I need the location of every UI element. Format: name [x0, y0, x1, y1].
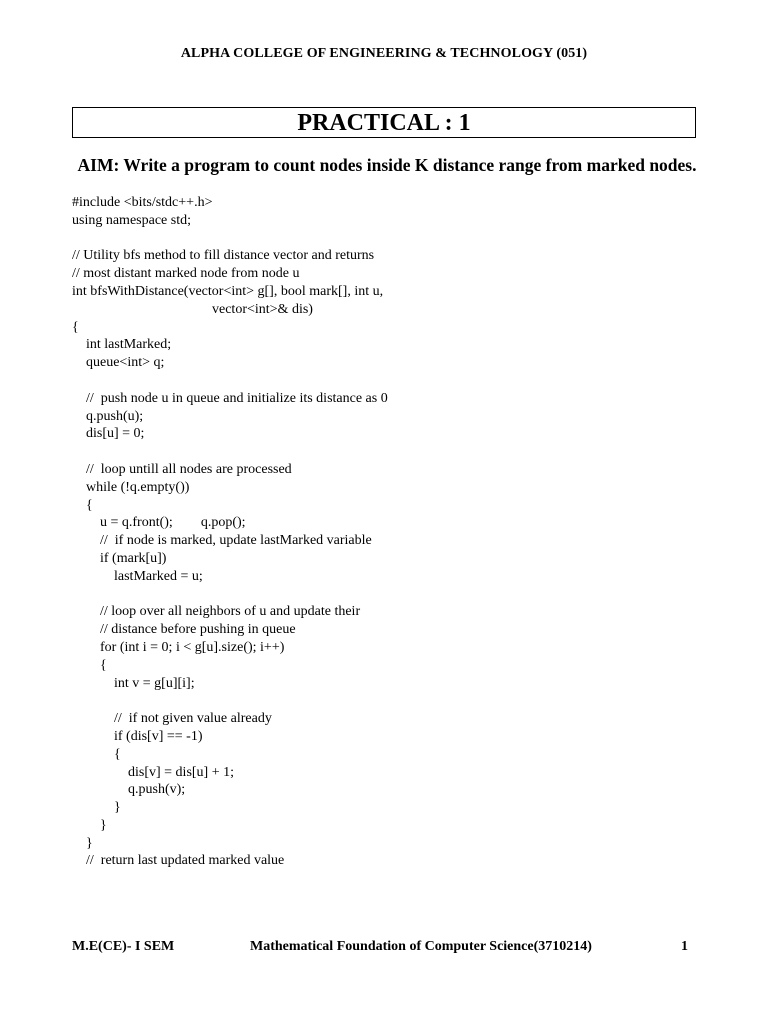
code-line: int lastMarked;	[72, 337, 172, 353]
code-line: {	[72, 319, 79, 335]
code-line: dis[v] = dis[u] + 1;	[72, 764, 235, 780]
code-line: // return last updated marked value	[72, 853, 285, 869]
code-line: for (int i = 0; i < g[u].size(); i++)	[72, 639, 285, 655]
footer-subject: Mathematical Foundation of Computer Science(3710214)	[250, 939, 592, 954]
code-line	[72, 692, 712, 710]
code-line: // if not given value already	[72, 711, 272, 727]
code-line: int bfsWithDistance(vector<int> g[], bool mark[], int u,	[72, 283, 384, 299]
code-line: }	[72, 800, 121, 816]
code-line: // loop over all neighbors of u and update their	[72, 604, 361, 620]
code-line: int v = g[u][i];	[72, 675, 195, 691]
code-line: #include <bits/stdc++.h>	[72, 195, 213, 210]
code-line: // push node u in queue and initialize its distance as 0	[72, 390, 388, 406]
code-line	[72, 230, 712, 248]
code-line: // distance before pushing in queue	[72, 622, 296, 638]
code-line: if (dis[v] == -1)	[72, 728, 203, 744]
code-line: vector<int>& dis)	[72, 301, 313, 317]
code-line: q.push(v);	[72, 782, 186, 798]
code-line: queue<int> q;	[72, 355, 165, 371]
code-line: if (mark[u])	[72, 550, 167, 566]
code-line: dis[u] = 0;	[72, 426, 145, 442]
page-footer	[72, 939, 688, 959]
code-line: }	[72, 817, 107, 833]
code-line: lastMarked = u;	[72, 568, 203, 584]
college-header: ALPHA COLLEGE OF ENGINEERING & TECHNOLOGY (051)	[180, 46, 588, 61]
code-line: using namespace std;	[72, 212, 191, 228]
code-line: {	[72, 746, 121, 762]
code-line	[72, 372, 712, 390]
code-line: }	[72, 835, 93, 851]
code-line: u = q.front(); q.pop();	[72, 515, 246, 531]
code-line: // most distant marked node from node u	[72, 266, 300, 282]
code-line	[72, 586, 712, 604]
code-line: // if node is marked, update lastMarked variable	[72, 533, 372, 549]
code-block	[72, 194, 712, 870]
aim-heading: AIM: Write a program to count nodes inside K distance range from marked nodes.	[77, 155, 697, 175]
code-line	[72, 443, 712, 461]
practical-title-box: PRACTICAL : 1	[72, 107, 696, 138]
code-line: {	[72, 657, 107, 673]
footer-page-number: 1	[681, 939, 688, 954]
code-line: // Utility bfs method to fill distance vector and returns	[72, 248, 375, 264]
code-line: // loop untill all nodes are processed	[72, 461, 292, 477]
code-line: while (!q.empty())	[72, 479, 190, 495]
code-line: q.push(u);	[72, 408, 144, 424]
code-line: {	[72, 497, 93, 513]
footer-semester: M.E(CE)- I SEM	[72, 939, 175, 954]
